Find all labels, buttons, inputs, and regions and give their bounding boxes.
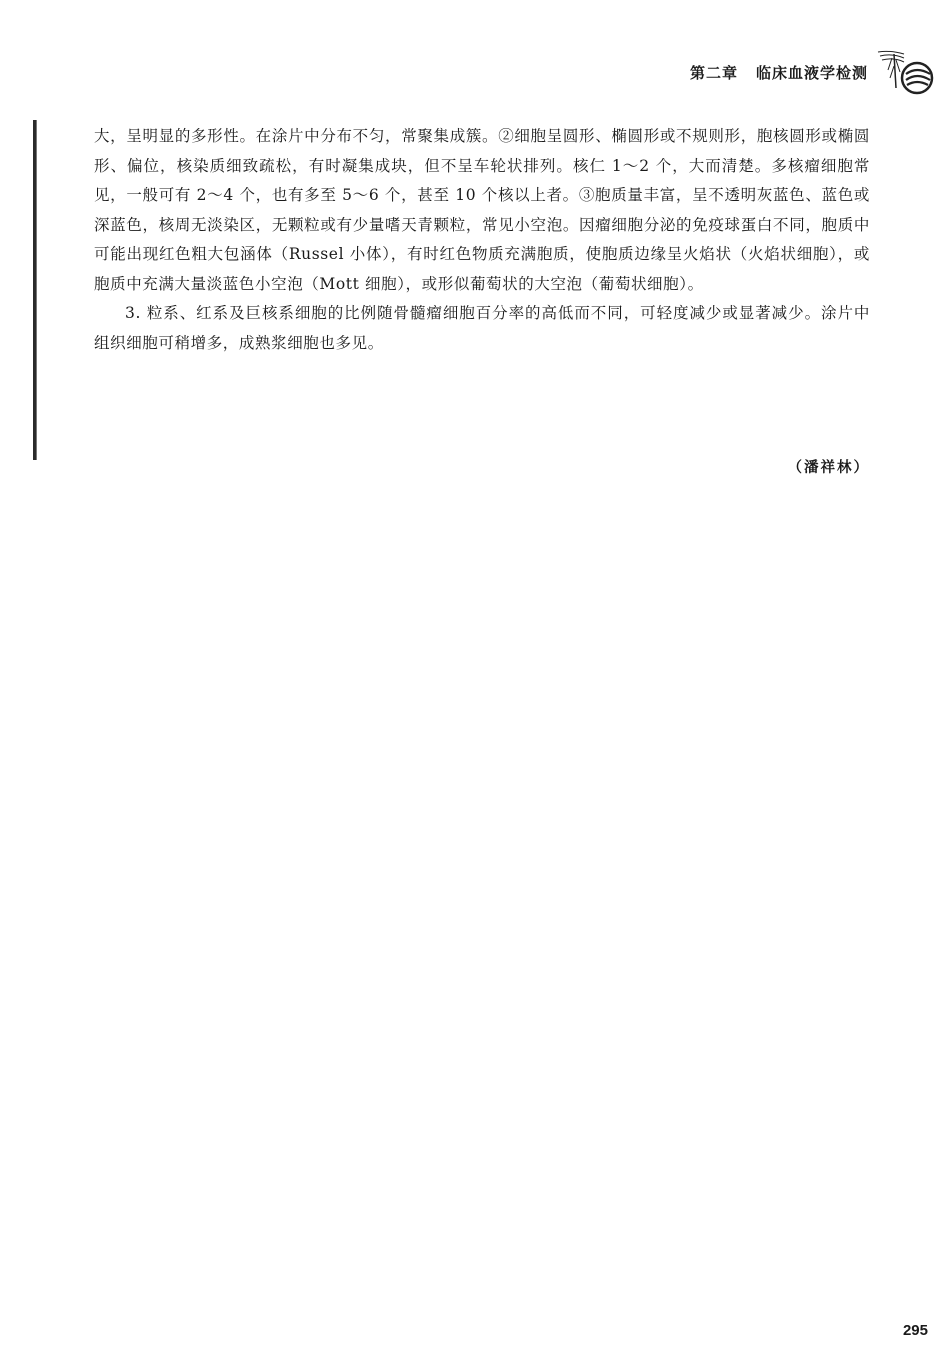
paragraph: 3. 粒系、红系及巨核系细胞的比例随骨髓瘤细胞百分率的高低而不同，可轻度减少或显著减少。涂片中组织细胞可稍增多，成熟浆细胞也多见。: [94, 304, 870, 352]
chapter-number: 第二章: [689, 64, 738, 82]
running-header: [690, 62, 868, 83]
page-number: 295: [902, 1322, 928, 1339]
book-tree-logo-icon: [874, 48, 936, 98]
chapter-title: 临床血液学检测: [755, 64, 868, 82]
margin-line-shadow: [36, 120, 37, 460]
body-text: [94, 122, 870, 358]
paragraph: 大，呈明显的多形性。在涂片中分布不匀，常聚集成簇。②细胞呈圆形、椭圆形或不规则形，胞核圆形或椭圆形、偏位，核染质细致疏松，有时凝集成块，但不呈车轮状排列。核仁 1～2 个，大而清楚。多核瘤细胞常见，一般可有 2～4 个，也有多至 5～6 个，甚至 10 个核以上者。③胞质量丰富，呈不透明灰蓝色、蓝色或深蓝色，核周无淡染区，无颗粒或有少量嗜天青颗粒，常见小空泡。因瘤细胞分泌的免疫球蛋白不同，胞质中可能出现红色粗大包涵体（Russel 小体），有时红色物质充满胞质，使胞质边缘呈火焰状（火焰状细胞），或胞质中充满大量淡蓝色小空泡（Mott 细胞），或形似葡萄状的大空泡（葡萄状细胞）。: [94, 127, 870, 293]
author-credit: （潘祥林）: [787, 460, 870, 476]
